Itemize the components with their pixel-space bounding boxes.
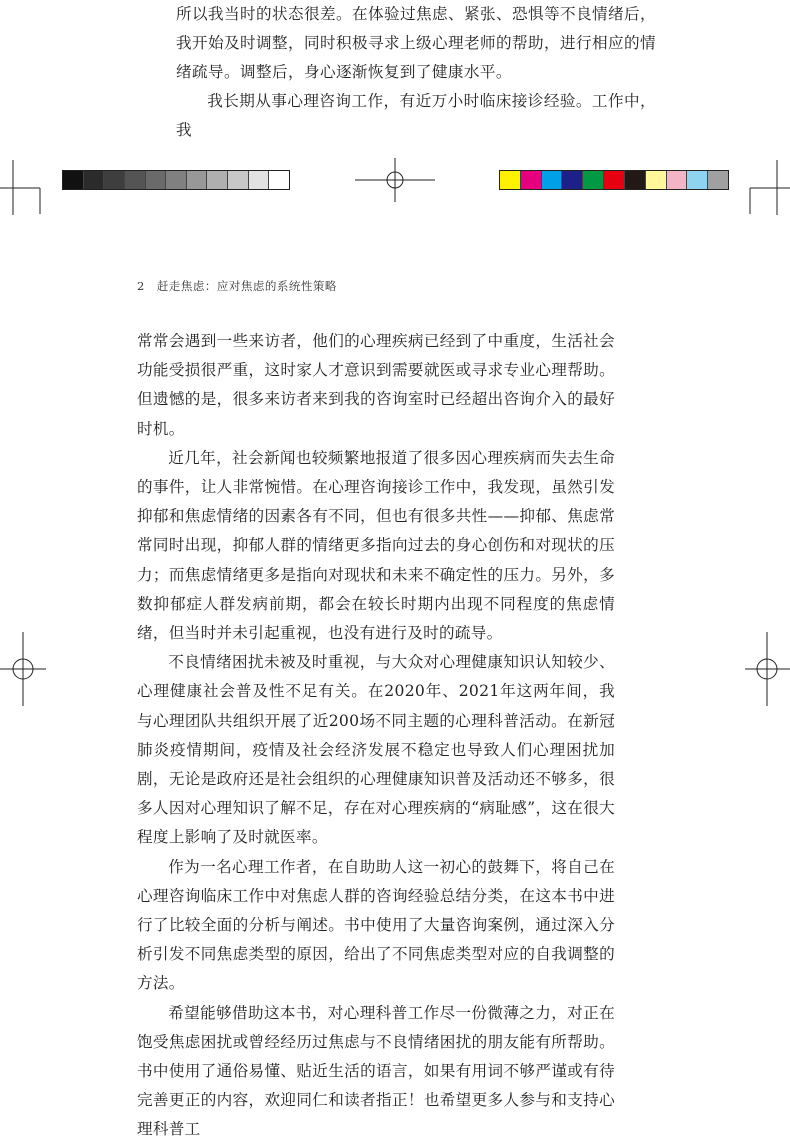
gray-swatch-11 xyxy=(269,171,289,189)
gray-swatch-7 xyxy=(187,171,208,189)
color-swatch-10 xyxy=(687,171,708,189)
excerpt-paragraph-1: 所以我当时的状态很差。在体验过焦虑、紧张、恐惧等不良情绪后，我开始及时调整，同时积极寻求上级心理老师的帮助，进行相应的情绪疏导。调整后，身心逐渐恢复到了健康水平。 xyxy=(176,5,656,81)
color-swatch-9 xyxy=(667,171,688,189)
gray-swatch-8 xyxy=(207,171,228,189)
gray-swatch-5 xyxy=(146,171,167,189)
color-swatch-5 xyxy=(583,171,604,189)
color-swatch-8 xyxy=(646,171,667,189)
registration-mark-top-center xyxy=(355,158,435,202)
body-paragraph-3: 不良情绪困扰未被及时重视，与大众对心理健康知识认知较少、心理健康社会普及性不足有关。在2020年、2021年这两年间，我与心理团队共组织开展了近200场不同主题的心理科普活动。在新冠肺炎疫情期间，疫情及社会经济发展不稳定也导致人们心理困扰加剧，无论是政府还是社会组织的心理健康知识普及活动还不够多，很多人因对心理知识了解不足，存在对心理疾病的“病耻感”，这在很大程度上影响了及时就医率。 xyxy=(137,653,615,847)
excerpt-paragraph-2: 我长期从事心理咨询工作，有近万小时临床接诊经验。工作中，我 xyxy=(176,92,656,139)
book-title: 赶走焦虑：应对焦虑的系统性策略 xyxy=(156,279,337,293)
page-body xyxy=(137,327,615,1145)
color-swatch-11 xyxy=(708,171,728,189)
running-head xyxy=(137,278,349,294)
gray-swatch-3 xyxy=(104,171,125,189)
color-swatch-2 xyxy=(521,171,542,189)
registration-mark-right-middle xyxy=(745,632,790,706)
gray-swatch-2 xyxy=(84,171,105,189)
process-color-bar xyxy=(499,170,729,190)
color-swatch-7 xyxy=(625,171,646,189)
gray-swatch-10 xyxy=(249,171,270,189)
grayscale-color-bar xyxy=(62,170,290,190)
gray-swatch-4 xyxy=(125,171,146,189)
color-swatch-1 xyxy=(500,171,521,189)
color-swatch-4 xyxy=(562,171,583,189)
color-swatch-6 xyxy=(604,171,625,189)
color-swatch-3 xyxy=(542,171,563,189)
body-paragraph-2: 近几年，社会新闻也较频繁地报道了很多因心理疾病而失去生命的事件，让人非常惋惜。在心理咨询接诊工作中，我发现，虽然引发抑郁和焦虑情绪的因素各有不同，但也有很多共性——抑郁、焦虑常常同时出现，抑郁人群的情绪更多指向过去的身心创伤和对现状的压力；而焦虑情绪更多是指向对现状和未来不确定性的压力。另外，多数抑郁症人群发病前期，都会在较长时期内出现不同程度的焦虑情绪，但当时并未引起重视，也没有进行及时的疏导。 xyxy=(137,448,615,643)
body-paragraph-5: 希望能够借助这本书，对心理科普工作尽一份微薄之力，对正在饱受焦虑困扰或曾经经历过焦虑与不良情绪困扰的朋友能有所帮助。书中使用了通俗易懂、贴近生活的语言，如果有用词不够严谨或有待完善更正的内容，欢迎同仁和读者指正！也希望更多人参与和支持心理科普工 xyxy=(137,1003,615,1139)
body-paragraph-1: 常常会遇到一些来访者，他们的心理疾病已经到了中重度，生活社会功能受损很严重，这时家人才意识到需要就医或寻求专业心理帮助。但遗憾的是，很多来访者来到我的咨询室时已经超出咨询介入的最好时机。 xyxy=(137,332,615,438)
registration-mark-left-middle xyxy=(0,632,46,706)
page-number: 2 xyxy=(137,279,145,293)
gray-swatch-9 xyxy=(228,171,249,189)
gray-swatch-6 xyxy=(166,171,187,189)
body-paragraph-4: 作为一名心理工作者，在自助助人这一初心的鼓舞下，将自己在心理咨询临床工作中对焦虑人群的咨询经验总结分类，在这本书中进行了比较全面的分析与阐述。书中使用了大量咨询案例，通过深入分析引发不同焦虑类型的原因，给出了不同焦虑类型对应的自我调整的方法。 xyxy=(137,857,615,993)
gray-swatch-1 xyxy=(63,171,84,189)
